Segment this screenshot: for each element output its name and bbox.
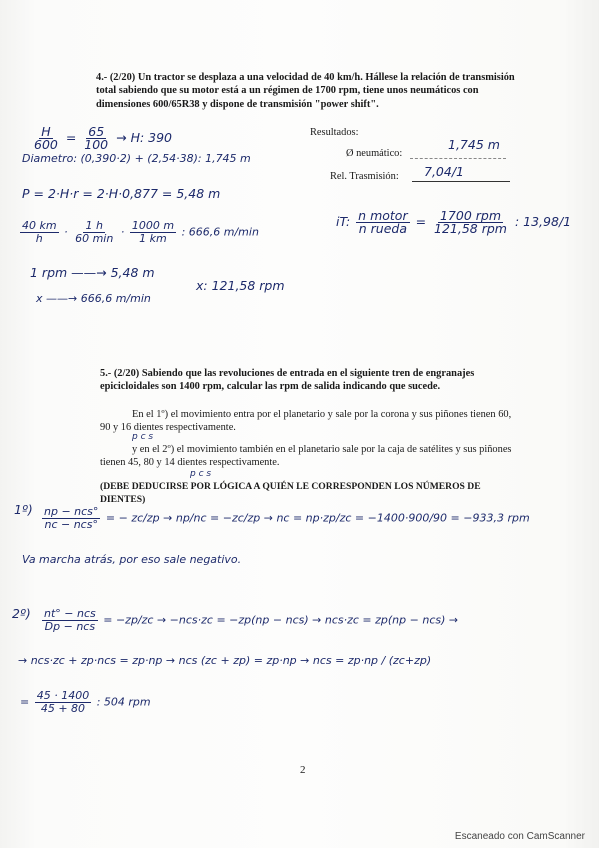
- rule-of-three-line-2: x ——→ 666,6 m/min: [36, 292, 151, 305]
- case-1-marks: p c s: [132, 432, 154, 442]
- tire-answer-line: [410, 158, 506, 159]
- ratio-answer-line: [412, 181, 510, 182]
- case-1-conclusion: Va marcha atrás, por eso sale negativo.: [22, 553, 242, 566]
- ratio-label: Rel. Trasmisión:: [330, 171, 399, 182]
- tire-label: Ø neumático:: [346, 148, 403, 159]
- problem-4-statement: 4.- (2/20) Un tractor se desplaza a una velocidad de 40 km/h. Hállese la relación de transmisión total sabiendo que su motor está a un régimen de 1700 rpm, tiene unos neumáticos con dimensiones 600/65R38 y dispone de transmisión "power shift".: [96, 72, 515, 110]
- speed-conversion: $\frac{40 km}{h}$ · $\frac{1 h}{60 \min}$ · $\frac{1000 m}{1 km}$ : 666,6 m/min: [22, 219, 259, 245]
- case-2-label: 2º): [12, 606, 31, 621]
- case-1-text: En el 1º) el movimiento entra por el planetario y sale por la corona y sus piñones tienen 60, 90 y 16 dientes respectivamente.: [100, 409, 512, 434]
- ratio-value: 7,04/1: [424, 164, 464, 179]
- problem-5-statement: 5.- (2/20) Sabiendo que las revoluciones de entrada en el siguiente tren de engranajes epicicloidales son 1400 rpm, calcular las rpm de salida indicando que sucede.: [100, 368, 475, 393]
- case-2-equation: $\frac{\text{nt° − ncs}}{\text{Dp − ncs}}$ = −zp/zc → −ncs·zc = −zp(np − ncs) → ncs·zc = zp(np − ncs) →: [44, 607, 459, 633]
- case-2-text: y en el 2º) el movimiento también en el planetario sale por la caja de satélites y sus piñones tienen 45, 80 y 14 dientes respectivamente.: [100, 444, 512, 469]
- rule-of-three-result: x: 121,58 rpm: [196, 278, 285, 293]
- page-number: 2: [300, 764, 306, 776]
- results-heading: Resultados:: [310, 127, 359, 138]
- case-2-result: = $\frac{45 \cdot 1400}{45 + 80}$ : 504 rpm: [20, 689, 151, 715]
- case-1-label: 1º): [14, 502, 33, 517]
- scanner-watermark: Escaneado con CamScanner: [454, 831, 585, 842]
- perimeter-work: P = 2·H·r = 2·H·0,877 = 5,48 m: [22, 186, 221, 201]
- rule-of-three-line-1: 1 rpm ——→ 5,48 m: [30, 265, 155, 280]
- note-text: (DEBE DEDUCIRSE POR LÓGICA A QUIÉN LE CORRESPONDEN LOS NÚMEROS DE DIENTES): [100, 481, 481, 506]
- tire-value: 1,745 m: [448, 137, 500, 152]
- diameter-work: Diametro: (0,390·2) + (2,54·38): 1,745 m: [22, 152, 251, 165]
- case-2-marks: p c s: [190, 469, 212, 479]
- transmission-ratio-work: iT: $\frac{\text{n motor}}{\text{n rueda}}$ = $\frac{\text{1700 rpm}}{\text{121,58 rpm}}$ : 13,98/1: [336, 208, 572, 236]
- case-2-derivation: → ncs·zc + zp·ncs = zp·np → ncs (zc + zp) = zp·np → ncs = zp·np / (zc+zp): [18, 654, 432, 667]
- h-equation: $\frac{H}{600}$ = $\frac{65}{100}$ → H: 390: [34, 124, 173, 152]
- case-1-equation: $\frac{\text{np − ncs°}}{\text{nc − ncs°}}$ = − zc/zp → np/nc = −zc/zp → nc = np·zp/zc = −1400·900/90 = −933,3 rpm: [44, 505, 530, 531]
